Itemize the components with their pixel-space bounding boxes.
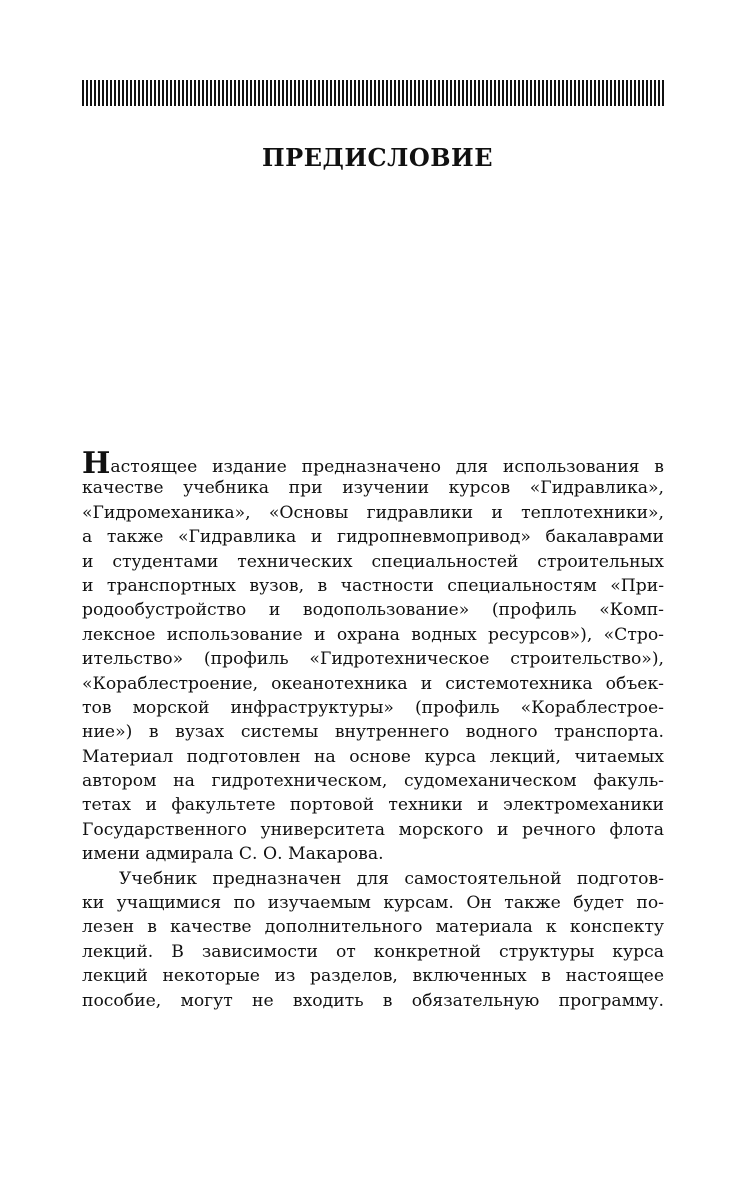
paragraph-1-line: Материал подготовлен на основе курса лекций, читаемых [82, 746, 664, 767]
paragraph-1-line: автором на гидротехническом, судомеханическом факуль- [82, 771, 664, 792]
paragraph-1-line: ительство» (профиль «Гидротехническое строительство»), [82, 649, 664, 670]
paragraph-1-line [82, 446, 664, 481]
paragraph-1-line: а также «Гидравлика и гидропневмопривод» бакалаврами [82, 527, 664, 548]
body-text [82, 446, 664, 1013]
paragraph-1-line: родообустройство и водопользование» (профиль «Комп- [82, 600, 664, 621]
page-title: ПРЕДИСЛОВИЕ [261, 143, 493, 172]
paragraph-1-line: качестве учебника при изучении курсов «Гидравлика», [82, 478, 664, 499]
paragraph-2-line: лезен в качестве дополнительного материала к конспекту [82, 917, 664, 938]
paragraph-1-line: «Кораблестроение, океанотехника и системотехника объек- [82, 673, 664, 694]
header-ornament-rule [82, 80, 664, 106]
paragraph-1-line: тов морской инфраструктуры» (профиль «Кораблестрое- [82, 697, 664, 718]
paragraph-1-line: «Гидромеханика», «Основы гидравлики и теплотехники», [82, 502, 664, 523]
paragraph-2-line: пособие, могут не входить в обязательную программу. [82, 990, 664, 1011]
paragraph-2-line: Учебник предназначен для самостоятельной подготов- [119, 868, 664, 889]
drop-cap-letter: Н [82, 446, 111, 481]
paragraph-2-line: лекций некоторые из разделов, включенных в настоящее [82, 966, 664, 987]
paragraph-1-line: ние») в вузах системы внутреннего водного транспорта. [82, 722, 664, 743]
paragraph-1-line: лексное использование и охрана водных ресурсов»), «Стро- [82, 624, 664, 645]
paragraph-1-line: Государственного университета морского и речного флота [82, 819, 664, 840]
paragraph-1-line-text: астоящее издание предназначено для использования в [110, 457, 664, 477]
paragraph-1-line: имени адмирала С. О. Макарова. [82, 844, 384, 865]
paragraph-1-line: и студентами технических специальностей строительных [82, 551, 664, 572]
paragraph-1-line: и транспортных вузов, в частности специальностям «При- [82, 575, 664, 596]
paragraph-1-line: тетах и факультете портовой техники и электромеханики [82, 795, 664, 816]
paragraph-2-line: ки учащимися по изучаемым курсам. Он также будет по- [82, 893, 664, 914]
paragraph-2-line: лекций. В зависимости от конкретной структуры курса [82, 941, 664, 962]
